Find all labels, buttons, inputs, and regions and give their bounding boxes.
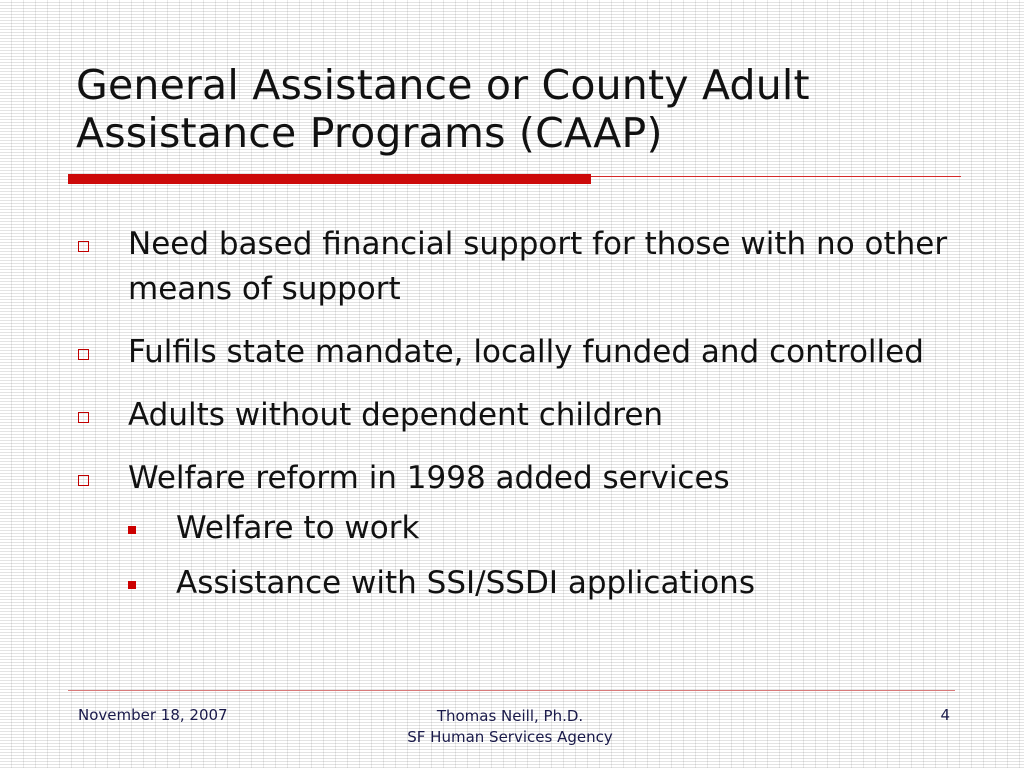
bullet-item <box>78 330 958 375</box>
bullet-item <box>78 222 958 312</box>
bullet-text: Fulfils state mandate, locally funded and controlled <box>128 334 924 370</box>
hollow-square-bullet-icon <box>78 241 89 252</box>
footer-organization: SF Human Services Agency <box>407 728 613 746</box>
bullet-text: Need based financial support for those with no other means of support <box>128 226 948 307</box>
sub-bullet-item <box>128 561 958 606</box>
footer-divider <box>68 690 955 691</box>
bullet-text: Adults without dependent children <box>128 397 664 433</box>
sub-bullet-text: Welfare to work <box>176 510 420 546</box>
filled-square-bullet-icon <box>128 581 136 589</box>
hollow-square-bullet-icon <box>78 349 89 360</box>
footer-date: November 18, 2007 <box>78 706 228 724</box>
filled-square-bullet-icon <box>128 526 136 534</box>
title-underline-accent <box>68 174 591 184</box>
page-number: 4 <box>940 706 950 724</box>
sub-bullet-list <box>128 506 958 606</box>
hollow-square-bullet-icon <box>78 412 89 423</box>
footer-presenter <box>380 706 640 748</box>
bullet-item <box>78 456 958 606</box>
bullet-item <box>78 393 958 438</box>
footer-author: Thomas Neill, Ph.D. <box>436 707 584 725</box>
slide-title: General Assistance or County Adult Assistance Programs (CAAP) <box>76 61 810 157</box>
bullet-list <box>78 222 958 624</box>
sub-bullet-text: Assistance with SSI/SSDI applications <box>176 565 755 601</box>
bullet-text: Welfare reform in 1998 added services <box>128 460 730 496</box>
hollow-square-bullet-icon <box>78 475 89 486</box>
sub-bullet-item <box>128 506 958 551</box>
